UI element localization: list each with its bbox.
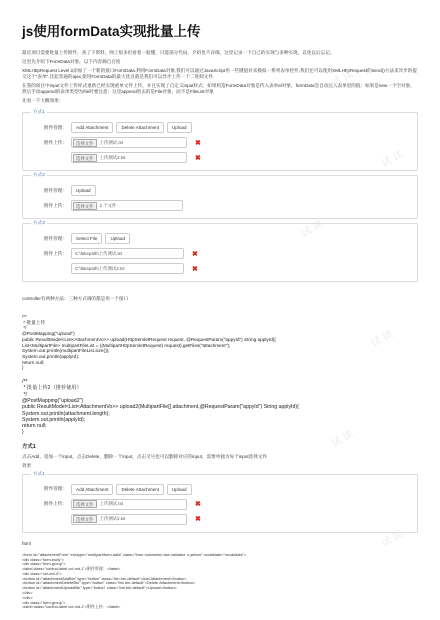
select-file-button[interactable]: Select File bbox=[71, 233, 102, 244]
watermark: 试 读 bbox=[379, 528, 406, 550]
controller-text: controller有两种方法：三种方式调的都是用一个接口 bbox=[22, 296, 129, 301]
choose-file-button[interactable]: 选择文件 bbox=[73, 500, 97, 508]
effect-fieldset bbox=[22, 470, 418, 533]
watermark: 试 读 bbox=[329, 68, 356, 90]
file-input[interactable] bbox=[71, 152, 187, 163]
upload-row bbox=[29, 262, 411, 275]
manage-label: 附件管理： bbox=[44, 124, 67, 130]
upload-row bbox=[29, 247, 411, 260]
remove-icon[interactable]: ✖ bbox=[195, 139, 201, 147]
file-name: 上传测试2.txt bbox=[99, 516, 126, 522]
upload-row bbox=[29, 151, 411, 164]
intro-paragraph: 先看一下大概效果： bbox=[22, 98, 64, 103]
method1-desc: 点击Add，追加一个input，点击Delete，删除一个input，点击叉号也可以删除对应的input，需要单独为每个input选择文件 bbox=[22, 453, 268, 459]
choose-file-button[interactable]: 选择文件 bbox=[73, 139, 97, 147]
add-attachment-button[interactable]: Add Attachment bbox=[71, 484, 113, 495]
code-block-2: /** * 批量上传2（推荐使用） */ @PostMapping("upload2") public ResultModel<List<AttachmentVo>> upload2(MultipartFile[] attachment,@RequestParam("appyId") String applyId){ System.out.println(attachment.length); System.out.println(applyId); return null; } bbox=[22, 379, 299, 436]
watermark: 试 读 bbox=[299, 218, 326, 240]
file-path-field[interactable]: C:\fakepath\上传测试.txt bbox=[71, 248, 184, 259]
upload-row bbox=[29, 498, 411, 511]
multi-file-input[interactable] bbox=[71, 200, 183, 211]
demo-fieldset-1 bbox=[22, 109, 418, 171]
legend: 方式1 bbox=[33, 109, 45, 114]
upload-label: 附件上传： bbox=[44, 250, 67, 256]
legend: 方式2 bbox=[33, 172, 45, 177]
upload-row bbox=[29, 136, 411, 149]
effect-label: 效果 bbox=[22, 462, 32, 468]
upload-button[interactable]: Upload bbox=[167, 122, 192, 133]
intro-paragraph: XMLHttpRequest Level 2添加了一个新的接口FormData.利用FormData对象,我们可以通过JavaScript用一些键值对来模拟一系列表单控件,我们还可以使用XMLHttpRequest的send()方法来异步的提交这个"表单".比起普通的ajax,使用FormData的最大优点就是我们可以异步上传一个二进制文件. bbox=[22, 68, 417, 79]
code-block-1: /** * 批量上传 */ @PostMapping("upload") public ResultModel<List<AttachmentVo>> upload(HttpServletRequest request, @RequestParam("appyId") String applyId){ List<MultipartFile> multipartFileList = ((MultipartHttpServletRequest) request).getFiles("attachment"); System.out.println(multipartFileList.size()); System.out.println(applyId); return null; } bbox=[22, 314, 276, 371]
html-code-block: <form id="attachmentForm" enctype="multipart/form-data" class="form-horizontal nice-validator n-yellow" novalidate="novalidate"> <div class="form-body"> <div class="form-group"> <label class="control-label col-md-1">附件管理：</label> <div class="col-md-4"> <button id="attachmentAddBtn" type="button" class="btn btn-default">Add Attachment</button> <button id="attachmentDeleteBtn" type="button" class="btn btn-default">Delete Attachment</button> <button id="attachmentUploadBtn" type="button" class="btn btn-default">Upload</button> </div> </div> <div class="form-group"> <label class="control-label col-md-1">附件上传：</label> bbox=[22, 551, 247, 610]
file-path-field[interactable]: C:\fakepath\上传测试2.txt bbox=[71, 263, 184, 274]
manage-row bbox=[29, 232, 411, 245]
remove-icon[interactable]: ✖ bbox=[195, 501, 201, 509]
intro-paragraph: 在我的项目中input文件上传样式重新已经实现重单文件上传，并且实现了自定义input样式；如果构造FormData对象是传入表单el对象，formData会自动注入表单里的值；如果是new一个空对象，然后手动append的表单类型为file时要注意：这里append进去的是File对象，而不是FileList对象 bbox=[22, 83, 415, 94]
file-input[interactable] bbox=[71, 137, 187, 148]
delete-attachment-button[interactable]: Delete Attachment bbox=[116, 484, 164, 495]
legend: 方式3 bbox=[33, 220, 45, 225]
file-name: 上传测试2.txt bbox=[99, 154, 126, 160]
watermark: 试 读 bbox=[369, 328, 396, 350]
demo-fieldset-2 bbox=[22, 172, 418, 219]
manage-label: 附件管理： bbox=[44, 235, 67, 241]
remove-icon[interactable]: ✖ bbox=[192, 265, 198, 273]
watermark: 试 读 bbox=[379, 148, 406, 170]
upload-row bbox=[29, 513, 411, 526]
intro-paragraph: 最近项目需要批量上传附件，查了下资料，网上很多但看着一般懂，只能部分代码，介绍也不详细，这里记录一下自己的实现与多种实现，以免以后忘记。 bbox=[22, 50, 335, 55]
page-title: js使用formData实现批量上传 bbox=[22, 24, 201, 39]
upload-button[interactable]: Upload bbox=[105, 233, 130, 244]
remove-icon[interactable]: ✖ bbox=[195, 516, 201, 524]
demo-fieldset-3 bbox=[22, 220, 418, 282]
method1-title: 方式1 bbox=[22, 443, 36, 450]
remove-icon[interactable]: ✖ bbox=[192, 250, 198, 258]
upload-button[interactable]: Upload bbox=[71, 185, 96, 196]
file-input[interactable] bbox=[71, 514, 187, 525]
add-attachment-button[interactable]: Add Attachment bbox=[71, 122, 113, 133]
file-name: 上传测试.txt bbox=[99, 139, 123, 145]
file-name: 上传测试.txt bbox=[99, 501, 123, 507]
choose-file-button[interactable]: 选择文件 bbox=[73, 154, 97, 162]
upload-label: 附件上传： bbox=[44, 139, 67, 145]
watermark: 试 读 bbox=[329, 428, 356, 450]
upload-label: 附件上传： bbox=[44, 202, 67, 208]
delete-attachment-button[interactable]: Delete Attachment bbox=[116, 122, 164, 133]
file-input[interactable] bbox=[71, 499, 187, 510]
upload-button[interactable]: Upload bbox=[167, 484, 192, 495]
manage-row bbox=[29, 184, 411, 197]
manage-row bbox=[29, 121, 411, 134]
intro-paragraph: 这里先介绍下FormData对象，以下内容摘自百度 bbox=[22, 59, 121, 64]
manage-label: 附件管理： bbox=[44, 486, 67, 492]
upload-row bbox=[29, 199, 411, 212]
choose-file-button[interactable]: 选择文件 bbox=[73, 515, 97, 523]
remove-icon[interactable]: ✖ bbox=[195, 154, 201, 162]
file-count: 2 个文件 bbox=[99, 202, 117, 208]
upload-label: 附件上传： bbox=[44, 501, 67, 507]
manage-label: 附件管理： bbox=[44, 187, 67, 193]
choose-file-button[interactable]: 选择文件 bbox=[73, 202, 97, 210]
manage-row bbox=[29, 483, 411, 496]
legend: 方式1 bbox=[33, 470, 45, 476]
html-label: html bbox=[22, 540, 31, 546]
